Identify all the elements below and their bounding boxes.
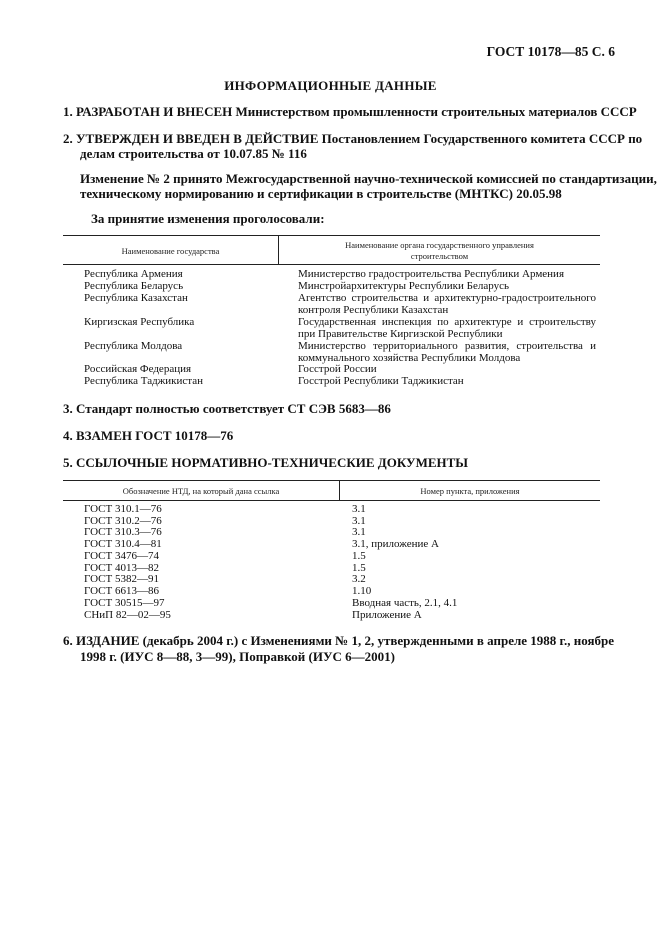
- section-text: Министерством промышленности строительных материалов СССР: [235, 104, 637, 119]
- org-cell: Госстрой Республики Таджикистан: [298, 375, 464, 387]
- page-header: ГОСТ 10178—85 С. 6: [486, 44, 615, 59]
- ref-doc-cell: СНиП 82—02—95: [84, 609, 171, 621]
- ref-doc-cell: ГОСТ 310.2—76: [84, 515, 162, 527]
- ref-item-cell: 3.2: [352, 573, 366, 585]
- org-cell-continued: при Правительстве Киргизской Республики: [298, 328, 503, 340]
- ref-item-cell: 1.5: [352, 550, 366, 562]
- ref-doc-cell: ГОСТ 3476—74: [84, 550, 159, 562]
- ref-item-cell: Приложение А: [352, 609, 422, 621]
- amendment-line-1: Изменение № 2 принято Межгосударственной научно-технической комиссией по стандартизации,: [80, 171, 657, 186]
- section-2: [63, 131, 642, 147]
- section-number: 3.: [63, 401, 73, 416]
- ref-doc-cell: ГОСТ 5382—91: [84, 573, 159, 585]
- org-cell-continued: контроля Республики Казахстан: [298, 304, 449, 316]
- column-header-org-line-2: строительством: [410, 251, 469, 261]
- org-cell: Госстрой России: [298, 363, 377, 375]
- table-top-rule: [63, 235, 600, 236]
- table-header-rule: [63, 264, 600, 265]
- section-1: [63, 104, 637, 120]
- section-text: ИЗДАНИЕ (декабрь 2004 г.) с Изменениями № 1, 2, утвержденными в апреле 1988 г., ноябре: [76, 633, 614, 648]
- table-header-rule: [63, 500, 600, 501]
- section-text: Постановлением Государственного комитета СССР по: [321, 131, 643, 146]
- org-cell: Министерство градостроительства Республики Армения: [298, 268, 564, 280]
- section-text: ВЗАМЕН ГОСТ 10178—76: [76, 428, 234, 443]
- section-lead: РАЗРАБОТАН И ВНЕСЕН: [76, 104, 233, 119]
- ref-doc-cell: ГОСТ 310.4—81: [84, 538, 162, 550]
- org-cell-continued: коммунального хозяйства Республики Молдова: [298, 352, 521, 364]
- state-cell: Республика Казахстан: [84, 292, 188, 304]
- ref-doc-cell: ГОСТ 310.1—76: [84, 503, 162, 515]
- column-header-org-line-1: Наименование органа государственного управления: [345, 240, 534, 250]
- section-text: Стандарт полностью соответствует СТ СЭВ 5683—86: [76, 401, 391, 416]
- ref-doc-cell: ГОСТ 30515—97: [84, 597, 165, 609]
- ref-item-cell: 3.1, приложение А: [352, 538, 439, 550]
- ref-doc-cell: ГОСТ 310.3—76: [84, 526, 162, 538]
- ref-doc-cell: ГОСТ 4013—82: [84, 562, 159, 574]
- section-number: 1.: [63, 104, 73, 119]
- votes-caption: За принятие изменения проголосовали:: [91, 211, 325, 226]
- section-text: ССЫЛОЧНЫЕ НОРМАТИВНО-ТЕХНИЧЕСКИЕ ДОКУМЕНТЫ: [76, 455, 469, 470]
- ref-item-cell: 3.1: [352, 526, 366, 538]
- org-cell: Минстройархитектуры Республики Беларусь: [298, 280, 509, 292]
- section-lead: УТВЕРЖДЕН И ВВЕДЕН В ДЕЙСТВИЕ: [76, 131, 319, 146]
- column-header-item: Номер пункта, приложения: [420, 486, 520, 496]
- state-cell: Республика Таджикистан: [84, 375, 203, 387]
- section-5: [63, 455, 468, 471]
- state-cell: Республика Беларусь: [84, 280, 184, 292]
- section-number: 4.: [63, 428, 73, 443]
- ref-item-cell: Вводная часть, 2.1, 4.1: [352, 597, 458, 609]
- section-number: 6.: [63, 633, 73, 648]
- section-4: [63, 428, 233, 444]
- org-cell: Агентство строительства и архитектурно-градостроительного: [298, 292, 596, 304]
- section-6-line-2: 1998 г. (ИУС 8—88, 3—99), Поправкой (ИУС 6—2001): [80, 649, 395, 664]
- section-number: 5.: [63, 455, 73, 470]
- section-6: [63, 633, 614, 649]
- state-cell: Российская Федерация: [84, 363, 192, 375]
- column-header-state: Наименование государства: [121, 246, 220, 256]
- ref-item-cell: 1.10: [352, 585, 372, 597]
- ref-doc-cell: ГОСТ 6613—86: [84, 585, 159, 597]
- state-cell: Республика Армения: [84, 268, 183, 280]
- org-cell: Государственная инспекция по архитектуре и строительству: [298, 316, 596, 328]
- state-cell: Республика Молдова: [84, 340, 183, 352]
- state-cell: Киргизская Республика: [84, 316, 195, 328]
- column-header-document: Обозначение НТД, на который дана ссылка: [122, 486, 280, 496]
- org-cell: Министерство территориального развития, строительства и: [298, 340, 596, 352]
- ref-item-cell: 3.1: [352, 515, 366, 527]
- ref-item-cell: 1.5: [352, 562, 366, 574]
- page-title: ИНФОРМАЦИОННЫЕ ДАННЫЕ: [224, 78, 437, 93]
- ref-item-cell: 3.1: [352, 503, 366, 515]
- section-3: [63, 401, 391, 417]
- section-2-line-2: делам строительства от 10.07.85 № 116: [80, 146, 307, 161]
- section-number: 2.: [63, 131, 73, 146]
- amendment-line-2: техническому нормированию и сертификации в строительстве (МНТКС) 20.05.98: [80, 186, 562, 201]
- table-top-rule: [63, 480, 600, 481]
